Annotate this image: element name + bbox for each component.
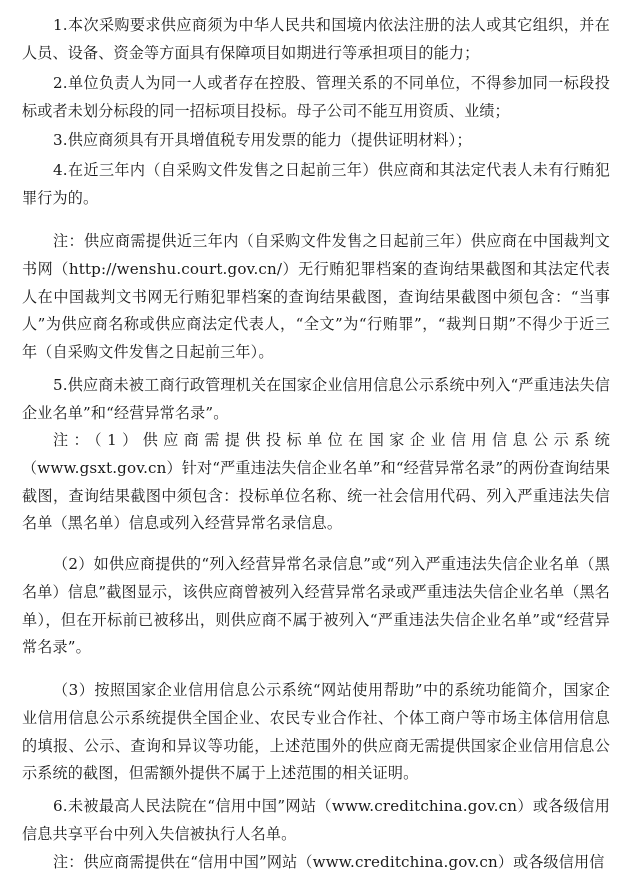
requirement-5-note-3-paragraph: （3）按照国家企业信用信息公示系统“网站使用帮助”中的系统功能简介，国家企业信用信息公示系统提供全国企业、农民专业合作社、个体工商户等市场主体信用信息的填报、公示、查询和异议等功能，上述范围外的供应商无需提供国家企业信用信息公示系统的截图，但需额外提供不属于上述范围的相关证明。 xyxy=(22,681,610,783)
requirement-5-note-2-paragraph: （2）如供应商提供的“列入经营异常名录信息”或“列入严重违法失信企业名单（黑名单）信息”截图显示，该供应商曾被列入经营异常名录或严重违法失信企业名单（黑名单），但在开标前已被移出，则供应商不属于被列入“严重违法失信企业名单”或“经营异常名录”。 xyxy=(22,555,610,657)
requirement-6-note-paragraph: 注：供应商需提供在“信用中国”网站（www.creditchina.gov.cn）或各级信用信 xyxy=(53,853,605,871)
requirement-5-note-1-paragraph: 注：（1）供应商需提供投标单位在国家企业信用信息公示系统（www.gsxt.gov.cn）针对“严重违法失信企业名单”和“经营异常名录”的两份查询结果截图，查询结果截图中须包含：投标单位名称、统一社会信用代码、列入严重违法失信名单（黑名单）信息或列入经营异常名录信息。 xyxy=(22,431,610,533)
requirement-2-paragraph: 2.单位负责人为同一人或者存在控股、管理关系的不同单位，不得参加同一标段投标或者未划分标段的同一招标项目投标。母子公司不能互用资质、业绩； xyxy=(22,74,610,120)
requirement-6-paragraph: 6.未被最高人民法院在“信用中国”网站（www.creditchina.gov.cn）或各级信用信息共享平台中列入失信被执行人名单。 xyxy=(22,797,610,843)
requirement-5-paragraph: 5.供应商未被工商行政管理机关在国家企业信用信息公示系统中列入“严重违法失信企业名单”和“经营异常名录”。 xyxy=(22,376,610,422)
requirement-1-paragraph: 1.本次采购要求供应商须为中华人民共和国境内依法注册的法人或其它组织，并在人员、设备、资金等方面具有保障项目如期进行等承担项目的能力； xyxy=(22,16,610,62)
requirement-3-paragraph: 3.供应商须具有开具增值税专用发票的能力（提供证明材料）； xyxy=(53,131,472,149)
requirement-4-note-paragraph: 注：供应商需提供近三年内（自采购文件发售之日起前三年）供应商在中国裁判文书网（http://wenshu.court.gov.cn/）无行贿犯罪档案的查询结果截图和其法定代表人在中国裁判文书网无行贿犯罪档案的查询结果截图，查询结果截图中须包含：“当事人”为供应商名称或供应商法定代表人，“全文”为“行贿罪”，“裁判日期”不得少于近三年（自采购文件发售之日起前三年）。 xyxy=(22,232,610,362)
requirement-4-paragraph: 4.在近三年内（自采购文件发售之日起前三年）供应商和其法定代表人未有行贿犯罪行为的。 xyxy=(22,161,610,207)
